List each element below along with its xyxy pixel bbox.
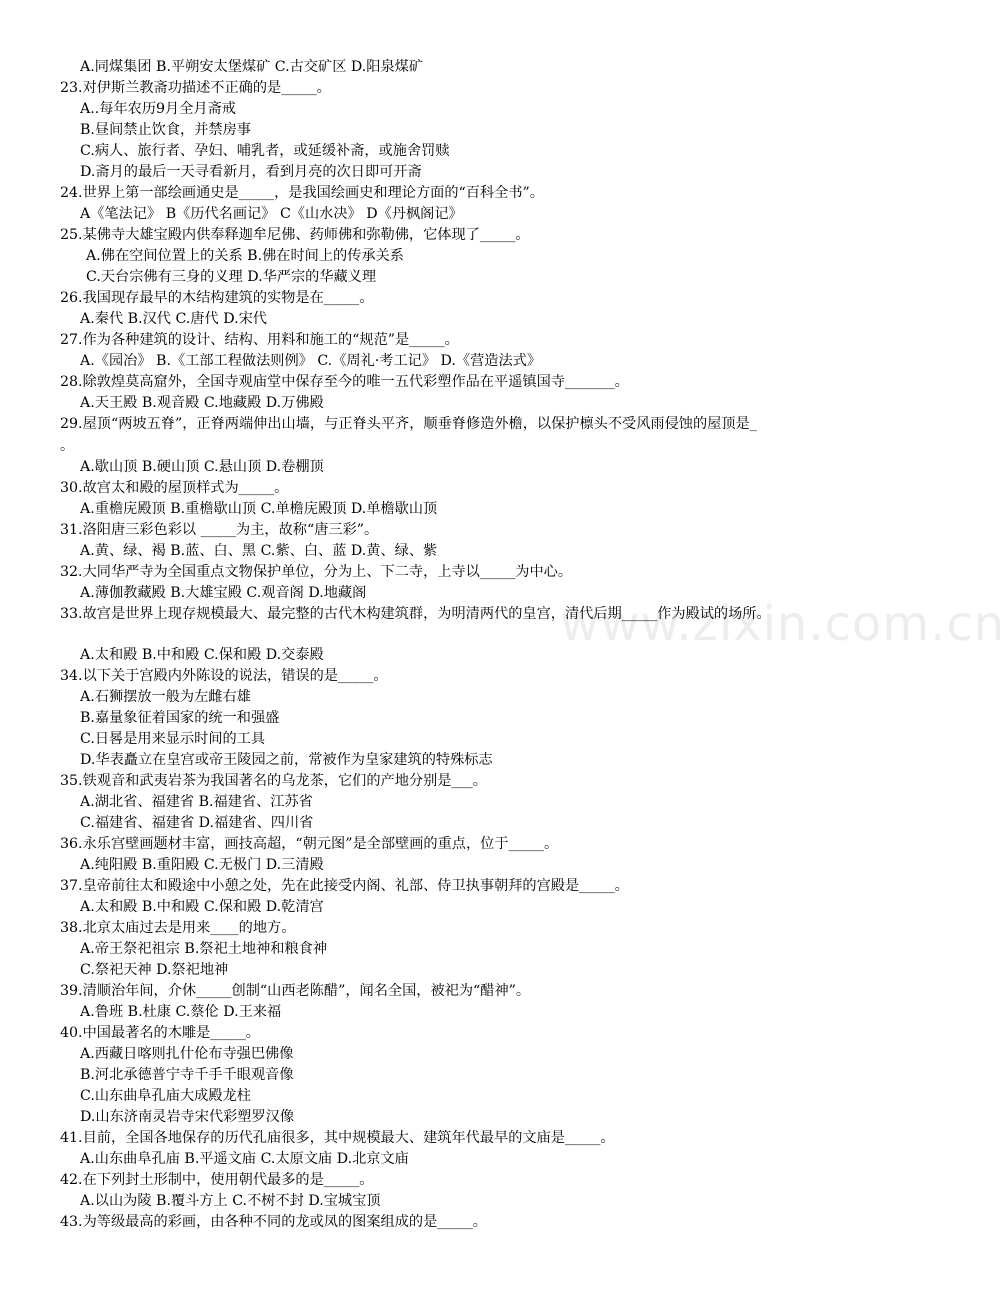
question-line: 30.故宫太和殿的屋顶样式为_____。 (60, 480, 289, 496)
question-line: 。 (60, 438, 75, 454)
question-line: 32.大同华严寺为全国重点文物保护单位，分为上、下二寺，上寺以_____为中心。 (60, 564, 573, 580)
option-line: A.《园冶》 B.《工部工程做法则例》 C.《周礼·考工记》 D.《营造法式》 (80, 353, 542, 369)
question-line: 38.北京太庙过去是用来____的地方。 (60, 920, 296, 936)
question-line: 42.在下列封土形制中，使用朝代最多的是_____。 (60, 1172, 374, 1188)
question-line: 23.对伊斯兰教斋功描述不正确的是_____。 (60, 80, 331, 96)
option-line: A.太和殿 B.中和殿 C.保和殿 D.交泰殿 (80, 647, 324, 663)
question-line: 39.清顺治年间，介休_____创制“山西老陈醋”，闻名全国，被祀为“醋神”。 (60, 983, 531, 999)
question-line: 37.皇帝前往太和殿途中小憩之处，先在此接受内阁、礼部、侍卫执事朝拜的宫殿是_____。 (60, 878, 629, 894)
option-line: A《笔法记》 B《历代名画记》 C《山水决》 D《丹枫阁记》 (80, 206, 463, 222)
option-line: D.华表矗立在皇宫或帝王陵园之前，常被作为皇家建筑的特殊标志 (80, 752, 493, 768)
question-line: 27.作为各种建筑的设计、结构、用料和施工的“规范”是_____。 (60, 332, 459, 348)
option-line: A.以山为陵 B.覆斗方上 C.不树不封 D.宝城宝顶 (80, 1193, 381, 1209)
option-line: C.日晷是用来显示时间的工具 (80, 731, 266, 747)
question-line: 24.世界上第一部绘画通史是_____，是我国绘画史和理论方面的“百科全书”。 (60, 185, 544, 201)
question-line: 31.洛阳唐三彩色彩以 _____为主，故称“唐三彩”。 (60, 522, 379, 538)
option-line: D.山东济南灵岩寺宋代彩塑罗汉像 (80, 1109, 295, 1125)
option-line: A.帝王祭祀祖宗 B.祭祀土地神和粮食神 (80, 941, 328, 957)
option-line: A..每年农历9月全月斋戒 (80, 101, 236, 117)
option-line: B.昼间禁止饮食，并禁房事 (80, 122, 251, 138)
option-line: D.斋月的最后一天寻看新月，看到月亮的次日即可开斋 (80, 164, 422, 180)
option-line: A.佛在空间位置上的关系 B.佛在时间上的传承关系 (86, 248, 404, 264)
question-line: 40.中国最著名的木雕是_____。 (60, 1025, 260, 1041)
option-line: A.重檐庑殿顶 B.重檐歇山顶 C.单檐庑殿顶 D.单檐歇山顶 (80, 501, 438, 517)
option-line: A.歇山顶 B.硬山顶 C.悬山顶 D.卷棚顶 (80, 459, 324, 475)
option-line: A.天王殿 B.观音殿 C.地藏殿 D.万佛殿 (80, 395, 324, 411)
question-line: 35.铁观音和武夷岩茶为我国著名的乌龙茶，它们的产地分别是___。 (60, 773, 487, 789)
option-line: C.山东曲阜孔庙大成殿龙柱 (80, 1088, 251, 1104)
question-line: 25.某佛寺大雄宝殿内供奉释迦牟尼佛、药师佛和弥勒佛，它体现了_____。 (60, 227, 530, 243)
watermark: www.zixin.com.cn (560, 596, 1005, 652)
option-line: A.薄伽教藏殿 B.大雄宝殿 C.观音阁 D.地藏阁 (80, 585, 367, 601)
option-line: A.太和殿 B.中和殿 C.保和殿 D.乾清宫 (80, 899, 324, 915)
option-line: A.石狮摆放一般为左雌右雄 (80, 689, 251, 705)
option-line: A.西藏日喀则扎什伦布寺强巴佛像 (80, 1046, 294, 1062)
question-line: 28.除敦煌莫高窟外，全国寺观庙堂中保存至今的唯一五代彩塑作品在平遥镇国寺_______。 (60, 374, 629, 390)
option-line: A.湖北省、福建省 B.福建省、江苏省 (80, 794, 313, 810)
question-line: 33.故宫是世界上现存规模最大、最完整的古代木构建筑群，为明清两代的皇宫，清代后期_____作为殿试的场所。 (60, 606, 771, 622)
question-line: 36.永乐宫壁画题材丰富，画技高超，“朝元图”是全部壁画的重点，位于_____。 (60, 836, 559, 852)
option-line: B.河北承德普宁寺千手千眼观音像 (80, 1067, 294, 1083)
option-line: A.鲁班 B.杜康 C.蔡伦 D.王来福 (80, 1004, 282, 1020)
option-line: B.嘉量象征着国家的统一和强盛 (80, 710, 280, 726)
option-line: A.山东曲阜孔庙 B.平遥文庙 C.太原文庙 D.北京文庙 (80, 1151, 409, 1167)
option-line: A.秦代 B.汉代 C.唐代 D.宋代 (80, 311, 267, 327)
option-line: C.天台宗佛有三身的义理 D.华严宗的华藏义理 (86, 269, 377, 285)
question-line: 34.以下关于宫殿内外陈设的说法，错误的是_____。 (60, 668, 388, 684)
question-line: 43.为等级最高的彩画，由各种不同的龙或凤的图案组成的是_____。 (60, 1214, 487, 1230)
option-line: A.黄、绿、褐 B.蓝、白、黑 C.紫、白、蓝 D.黄、绿、紫 (80, 543, 438, 559)
question-line: 41.目前，全国各地保存的历代孔庙很多，其中规模最大、建筑年代最早的文庙是_____。 (60, 1130, 615, 1146)
option-line: A.纯阳殿 B.重阳殿 C.无极门 D.三清殿 (80, 857, 324, 873)
question-line: 29.屋顶“两坡五脊”，正脊两端伸出山墙，与正脊头平齐，顺垂脊修造外檐，以保护檩头不受风雨侵蚀的屋顶是_ (60, 416, 757, 432)
option-line: C.福建省、福建省 D.福建省、四川省 (80, 815, 314, 831)
option-line: C.病人、旅行者、孕妇、哺乳者，或延缓补斋，或施舍罚赎 (80, 143, 450, 159)
option-line: A.同煤集团 B.平朔安太堡煤矿 C.古交矿区 D.阳泉煤矿 (80, 59, 424, 75)
question-line: 26.我国现存最早的木结构建筑的实物是在_____。 (60, 290, 374, 306)
option-line: C.祭祀天神 D.祭祀地神 (80, 962, 229, 978)
